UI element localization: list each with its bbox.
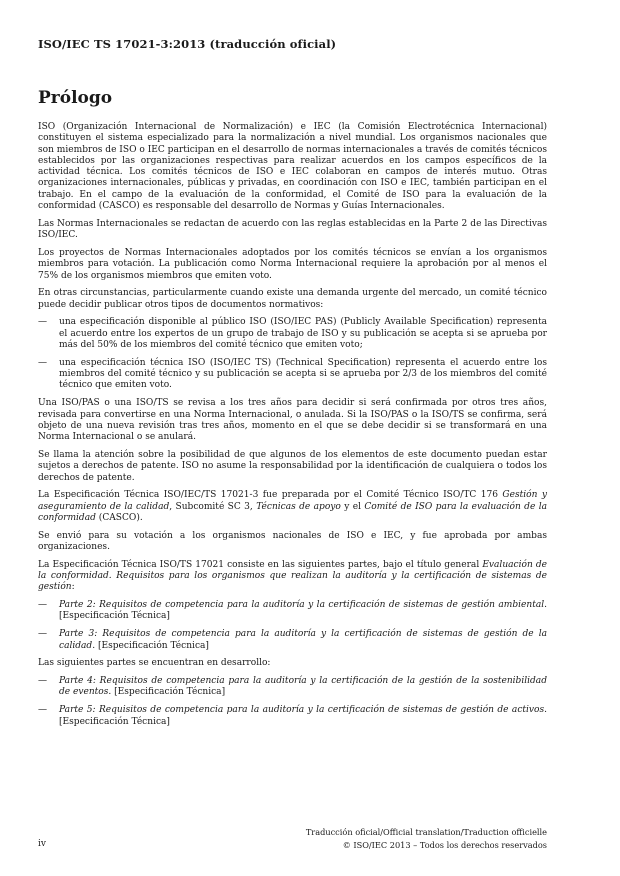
italic-subcommittee-title: Técnicas de apoyo: [256, 501, 341, 512]
italic-committee-title: Gestión y aseguramiento de la calidad: [38, 490, 547, 512]
paragraph-directives: Las Normas Internacionales se redactan de acuerdo con las reglas establecidas en la Parte 2 de las Directivas ISO/IEC.: [38, 218, 547, 241]
list-item-text: una especificación técnica ISO (ISO/IEC TS) (Technical Specification) representa el acuerdo entre los miembros del comité técnico y su publicación se acepta si se aprueba por 2/3 de los miembros del comité técnico que emiten voto.: [59, 357, 547, 391]
text-segment: La Especificación Técnica ISO/TS 17021 consiste en las siguientes partes, bajo el título general: [38, 559, 483, 570]
dash-bullet: —: [38, 357, 48, 368]
paragraph-review: Una ISO/PAS o una ISO/TS se revisa a los tres años para decidir si será confirmada por otros tres años, revisada para convertirse en una Norma Internacional, o anulada. Si la ISO/PAS o la ISO/TS se confirma, será objeto de una nueva revisión tras tres años, momento en el que se debe decidir si se transformará en una Norma Internacional o se anulará.: [38, 398, 547, 443]
paragraph-circumstances: En otras circunstancias, particularmente cuando existe una demanda urgente del mercado, un comité técnico puede decidir publicar otros tipos de documentos normativos:: [38, 288, 547, 310]
paragraph-intro: ISO (Organización Internacional de Normalización) e IEC (la Comisión Electrotécnica Internacional) constituyen el sistema especializado para la normalización a nivel mundial. Los organismos nacionales que son miembros de ISO o IEC participan en el desarrollo de normas internacionales a través de comités técnicos establecidos por las organizaciones respectivas para realizar acuerdos en los campos específicos de la actividad técnica. Los comités técnicos de ISO e IEC colaboran en campos de interés mutuo. Otras organizaciones internacionales, públicas y privadas, en coordinación con ISO e IEC, también participan en el trabajo. En el campo de la evaluación de la conformidad, el Comité de ISO para la evaluación de la conformidad (CASCO) es responsable del desarrollo de Normas y Guías Internacionales.: [38, 122, 547, 212]
dash-bullet: —: [38, 705, 48, 716]
part-tag: [Especificación Técnica]: [111, 687, 226, 698]
part-title: Parte 5: Requisitos de competencia para la auditoría y la certificación de sistemas de gestión de activos.: [59, 705, 547, 716]
part-tag: [Especificación Técnica]: [59, 716, 170, 727]
document-body: [38, 122, 547, 734]
dash-bullet: —: [38, 600, 48, 611]
list-item-part-2: [38, 600, 547, 623]
section-title: Prólogo: [38, 88, 113, 108]
dash-bullet: —: [38, 676, 48, 687]
paragraph-patents: Se llama la atención sobre la posibilidad de que algunos de los elementos de este documento puedan estar sujetos a derechos de patente. ISO no asume la responsabilidad por la identificación de cualquiera o todos los derechos de patente.: [38, 449, 547, 483]
italic-casco-title: Comité de ISO para la evaluación de la conformidad: [38, 501, 547, 523]
part-title: Parte 3: Requisitos de competencia para la auditoría y la certificación de sistemas de gestión de la calidad.: [59, 629, 547, 651]
paragraph-parts: [38, 560, 547, 594]
list-item-part-3: [38, 629, 547, 652]
list-item-pas: [38, 317, 547, 351]
italic-general-title: Evaluación de la conformidad. Requisitos para los organismos que realizan la auditoría y la certificación de sistemas de gestión: [38, 559, 547, 593]
text-segment: y el: [340, 501, 365, 512]
paragraph-approval: Se envió para su votación a los organismos nacionales de ISO e IEC, y fue aprobada por ambas organizaciones.: [38, 530, 547, 552]
text-segment: (CASCO).: [95, 512, 143, 523]
paragraph-voting: Los proyectos de Normas Internacionales adoptados por los comités técnicos se envían a los organismos miembros para votación. La publicación como Norma Internacional requiere la aprobación por al menos el 75% de los organismos miembros que emiten voto.: [38, 247, 547, 281]
list-item-part-4: [38, 676, 547, 699]
footer-translation: Traducción oficial/Official translation/Traduction officielle: [305, 827, 547, 837]
part-title: Parte 2: Requisitos de competencia para la auditoría y la certificación de sistemas de gestión ambiental.: [59, 600, 547, 611]
paragraph-prepared-by: [38, 490, 547, 524]
list-item-part-5: [38, 705, 547, 728]
document-header: ISO/IEC TS 17021-3:2013 (traducción oficial): [38, 37, 337, 51]
part-title: Parte 4: Requisitos de competencia para la auditoría y la certificación de la gestión de la sostenibilidad de eventos.: [59, 676, 547, 698]
page-number: iv: [38, 839, 46, 849]
dash-bullet: —: [38, 629, 48, 640]
part-tag: [Especificación Técnica]: [95, 640, 209, 651]
dash-bullet: —: [38, 317, 48, 328]
paragraph-in-development: Las siguientes partes se encuentran en desarrollo:: [38, 658, 271, 669]
list-item-text: una especificación disponible al público ISO (ISO/IEC PAS) (Publicly Available Specification) representa el acuerdo entre los expertos de un grupo de trabajo de ISO y su publicación se acepta si se aprueba por más del 50% de los miembros del comité técnico que emiten voto;: [59, 317, 547, 351]
footer-copyright: © ISO/IEC 2013 – Todos los derechos reservados: [342, 840, 547, 850]
part-tag: [Especificación Técnica]: [59, 611, 170, 622]
text-segment: :: [71, 582, 75, 593]
text-segment: La Especificación Técnica ISO/IEC/TS 17021-3 fue preparada por el Comité Técnico ISO/TC 176: [38, 490, 503, 501]
text-segment: , Subcomité SC 3,: [169, 501, 257, 512]
list-item-ts: [38, 358, 547, 392]
